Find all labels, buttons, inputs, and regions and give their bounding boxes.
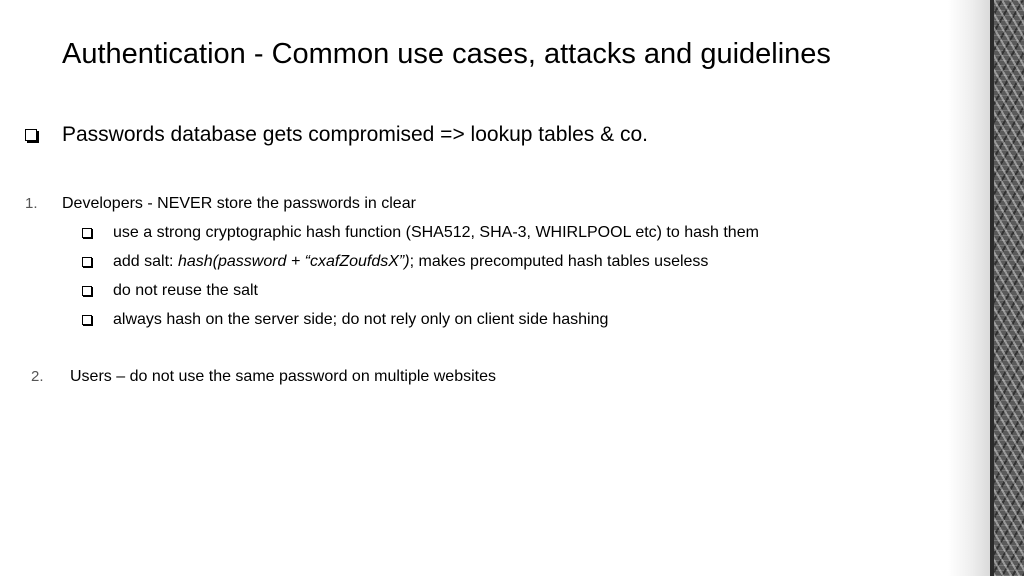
list-item-2-text: Users – do not use the same password on multiple websites — [70, 368, 496, 385]
sub-bullet-4: always hash on the server side; do not rely only on client side hashing — [113, 311, 609, 328]
list-item-1-text: Developers - NEVER store the passwords in clear — [62, 195, 416, 212]
checkbox-bullet-icon — [82, 286, 92, 296]
right-edge-shade — [948, 0, 992, 576]
sub-bullet-1: use a strong cryptographic hash function (SHA512, SHA-3, WHIRLPOOL etc) to hash them — [113, 224, 759, 241]
right-edge-texture — [994, 0, 1024, 576]
list-number-1: 1. — [25, 195, 38, 212]
salt-example: hash(password + “cxafZoufdsX”) — [177, 253, 410, 270]
checkbox-bullet-icon — [82, 228, 92, 238]
main-bullet-text: Passwords database gets compromised => lookup tables & co. — [62, 123, 648, 146]
sub-bullet-2-suffix: ; makes precomputed hash tables useless — [409, 253, 709, 270]
sub-bullet-2-prefix: add salt: — [113, 253, 178, 270]
checkbox-bullet-icon — [82, 257, 92, 267]
sub-bullet-3: do not reuse the salt — [113, 282, 258, 299]
sub-bullet-2 — [113, 252, 708, 272]
list-number-2: 2. — [31, 368, 44, 385]
slide-title: Authentication - Common use cases, attacks and guidelines — [62, 38, 831, 70]
checkbox-bullet-icon — [82, 315, 92, 325]
checkbox-bullet-icon — [25, 129, 37, 141]
